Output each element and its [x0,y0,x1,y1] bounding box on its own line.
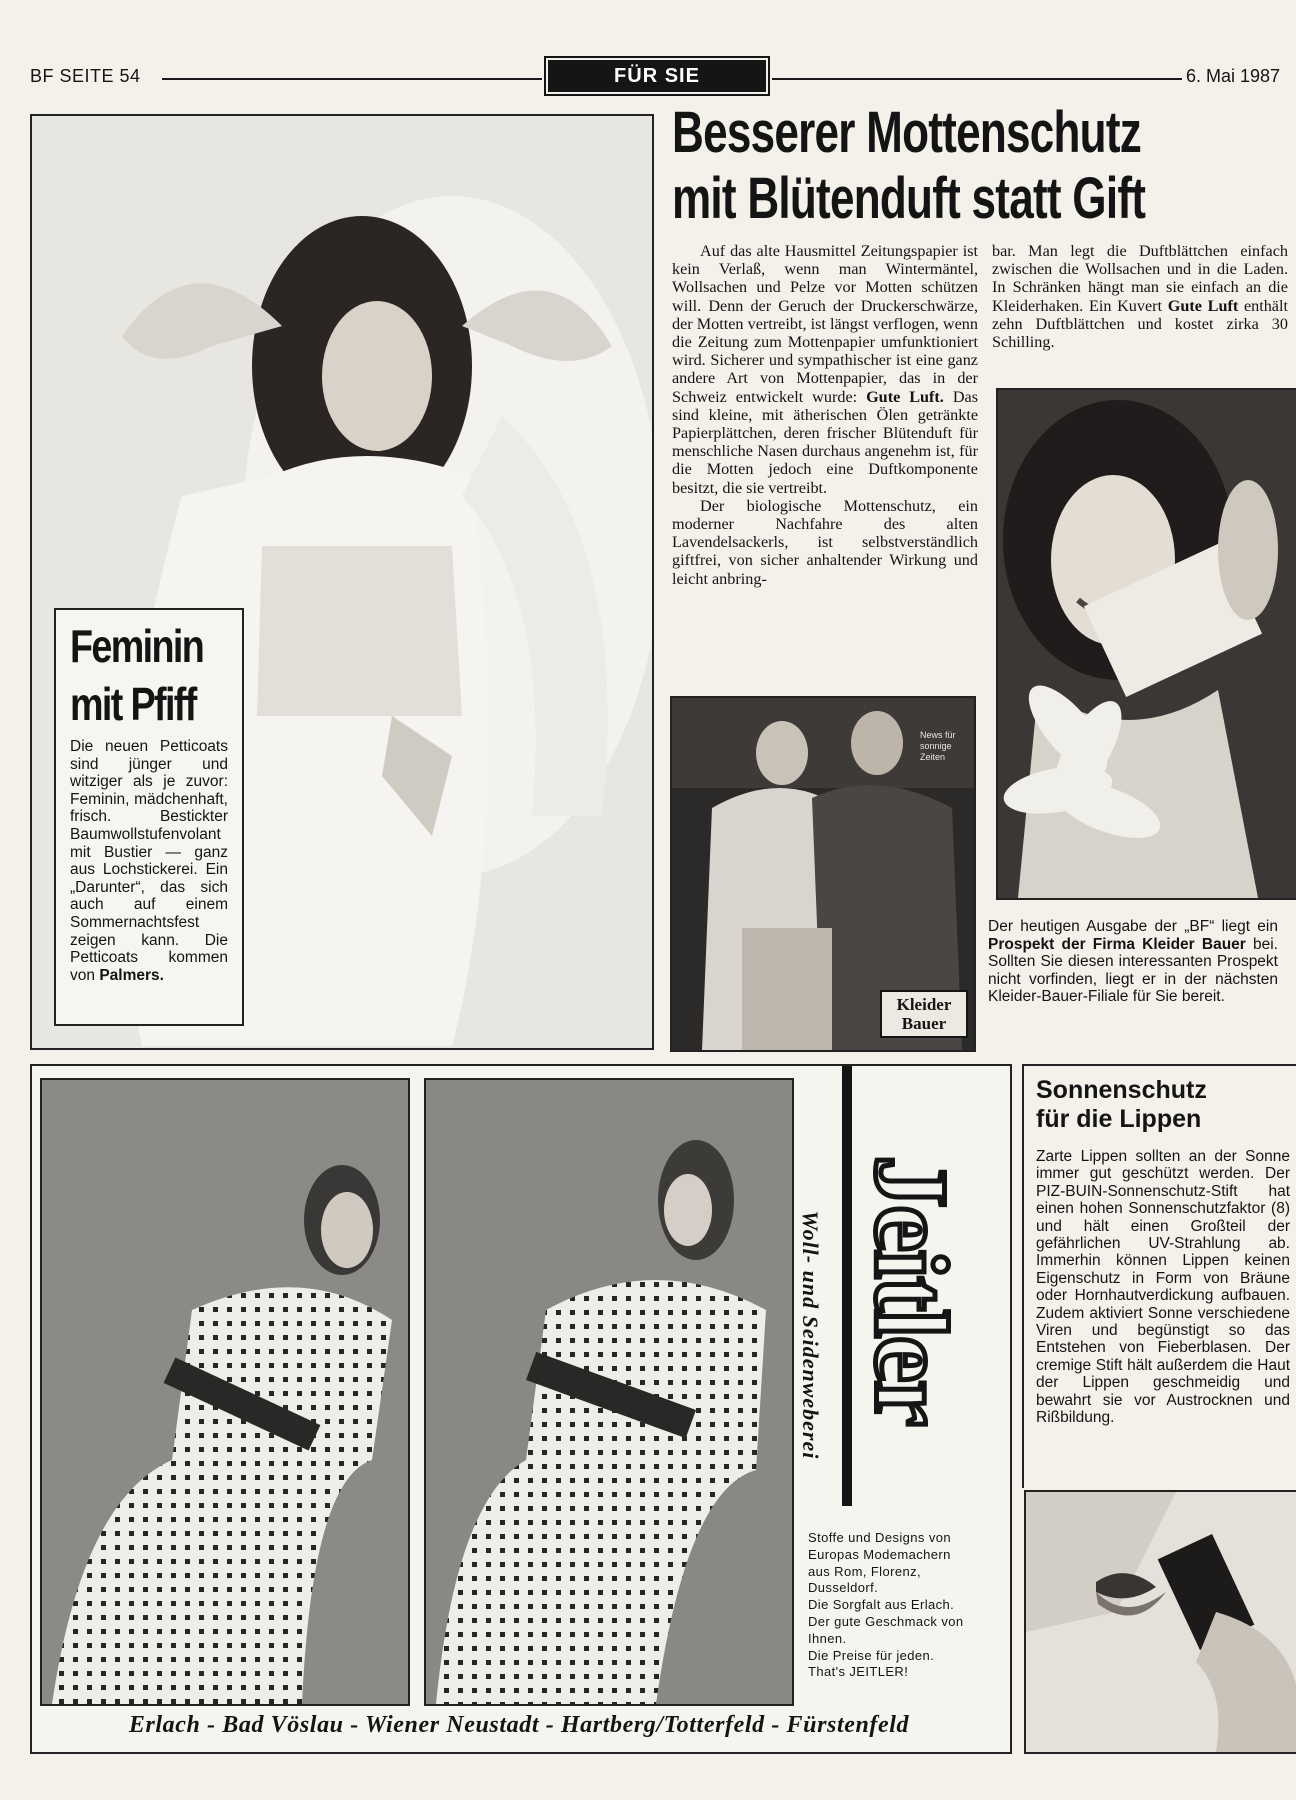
jeitler-subtitle [798,1170,822,1500]
article-paragraph-2: Der biologische Mottenschutz, ein moderner Nachfahre des alten Lavendelsackerls, ist selbstverständlich giftfrei, von sicher anhaltender Wirkung und leicht anbring- [672,496,978,588]
gute-luft-photo [996,388,1296,900]
product-name: Gute Luft. [866,387,944,406]
feminin-brand: Palmers. [99,966,164,984]
model-photo-right [424,1078,794,1706]
product-name: Gute Luft [1167,296,1239,315]
prospekt-caption: News für sonnige Zeiten [920,730,956,762]
kleider-bauer-logo: Kleider Bauer [880,990,968,1038]
ad-copy-line: Die Sorgfalt aus Erlach. [808,1597,955,1613]
page-folio: BF SEITE 54 [30,66,141,86]
model-photo-left [40,1078,410,1706]
ad-copy-line: Der gute Geschmack von [808,1613,964,1629]
header-rule-right [772,78,1182,80]
paragraph-text: enthält zehn Duftblättchen und kostet zirka 30 Schilling. [992,296,1288,352]
ad-copy-line: Dusseldorf. [808,1580,879,1596]
headline-line1: Besserer Mottenschutz [672,100,1142,165]
feminin-text: Die neuen Petticoats sind jünger und witziger als je zuvor: Feminin, mädchenhaft, frisch. Bestickter Baumwollstufenvolant mit Bustier — ganz aus Lochstickerei. Ein „Darunter“, das sich auch auf einem Sommernachtsfest zeigen kann. Die Petticoats kommen von [70,738,228,984]
notice-text: bei. Sollten Sie diesen interessanten Prospekt nicht vorfinden, liegt er in der nächsten Kleider-Bauer-Filiale für Sie bereit. [988,935,1278,1006]
feminin-title-line1: Feminin [70,620,204,672]
jeitler-logo [853,1070,969,1510]
issue-date: 6. Mai 1987 [1186,66,1281,86]
notice-company: Prospekt der Firma Kleider Bauer [988,935,1246,953]
ad-copy-line: aus Rom, Florenz, [808,1563,922,1579]
article-paragraph-3 [992,242,1288,351]
lippen-title-line1: Sonnenschutz [1036,1076,1207,1104]
ad-copy-line: That's JEITLER! [808,1664,909,1680]
lipstick-photo [1024,1490,1296,1754]
ad-copy-line: Die Preise für jeden. [808,1647,935,1663]
lippen-title-line2: für die Lippen [1036,1105,1202,1133]
paragraph-text: Das sind kleine, mit ätherischen Ölen getränkte Papierplättchen, deren frischer Blütenduft für menschliche Nasen durchaus angenehm ist, für die Motten jedoch eine Duftkomponente besitzt, die sie vertreibt. [672,387,978,497]
feminin-title-line2: mit Pfiff [70,678,196,730]
prospekt-notice [988,918,1278,1006]
notice-text: Der heutigen Ausgabe der „BF“ liegt ein [988,918,1278,935]
feminin-box [54,608,244,1026]
lippen-body: Zarte Lippen sollten an der Sonne immer gut geschützt werden. Der PIZ-BUIN-Sonnenschutz-Stift hat einen hohen Sonnenschutzfaktor (8) und hält einen Großteil der gefährlichen UV-Strahlung ab. Immerhin können Lippen keinen Eigenschutz in Form von Bräune oder Hornhautverdickung aufbauen. Zudem aktiviert Sonne verschiedene Viren und begünstigt so das Entstehen von Fieberblasen. Der cremige Stift hält außerdem die Haut der Lippen geschmeidig und bewahrt sie vor Austrocknen und Rißbildung. [1036,1148,1290,1427]
jeitler-logo-text: Jeitler [853,1155,969,1425]
paragraph-text: Auf das alte Hausmittel Zeitungspapier ist kein Verlaß, wenn man Wintermäntel, Wollsachen und Pelze vor Motten schützen will. Denn der Geruch der Druckerschwärze, der Motten vertreibt, ist längst verflogen, wenn die Zeitung zum Mottenpapier umfunktioniert wird. Sicherer und sympathischer ist eine ganz andere Art von Mottenpapier, das in der Schweiz entwickelt wurde: [672,242,978,406]
ad-copy-line: Stoffe und Designs von [808,1530,951,1545]
ad-copy-line: Ihnen. [808,1630,847,1646]
article-headline [672,100,1146,232]
jeitler-bar [842,1066,852,1506]
article-column-2 [992,242,1288,351]
ad-copy-line: Europas Modemachern [808,1546,951,1562]
section-banner: FÜR SIE [548,60,766,92]
feminin-body [70,738,228,984]
jeitler-copy [808,1530,998,1681]
article-column-1 [672,242,978,588]
article-paragraph-1 [672,242,978,497]
jeitler-subtitle-text: Woll- und Seidenweberei [798,1210,823,1460]
jeitler-locations: Erlach - Bad Vöslau - Wiener Neustadt - Hartberg/Totterfeld - Fürstenfeld [128,1712,910,1738]
header-rule-left [162,78,542,80]
headline-line2: mit Blütenduft statt Gift [672,166,1146,231]
paragraph-text: bar. Man legt die Duftblättchen einfach zwischen die Wollsachen und in die Laden. In Schränken hängt man sie einfach an die Kleiderhaken. Ein Kuvert [992,242,1288,315]
lippen-title [1036,1076,1207,1134]
